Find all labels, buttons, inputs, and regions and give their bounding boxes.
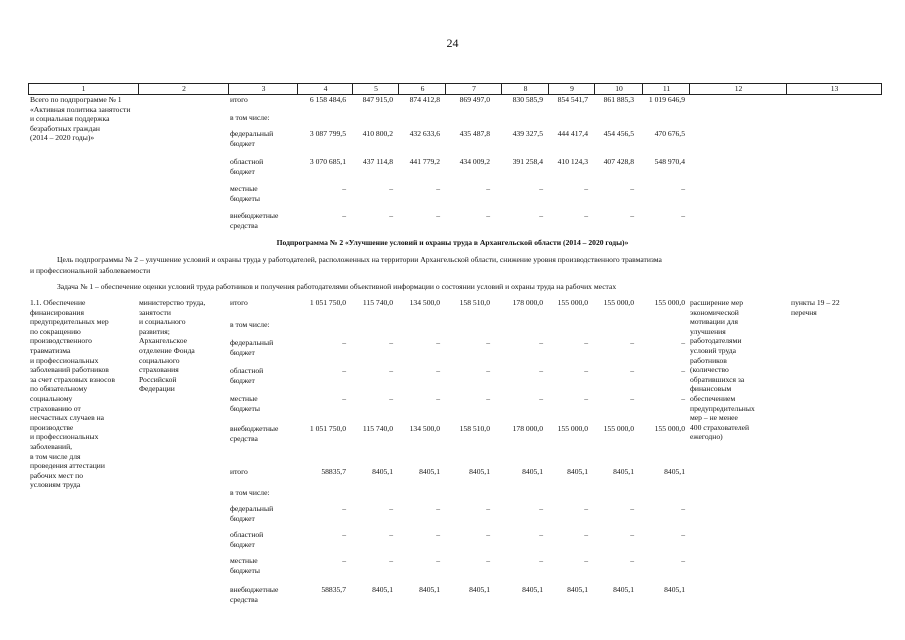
value-cell: – (342, 530, 346, 539)
expected-result: работодателями (690, 336, 742, 346)
value-cell: – (584, 394, 588, 403)
summary-name: и социальная поддержка (30, 114, 110, 124)
value-cell: 158 510,0 (459, 298, 490, 307)
value-cell: 134 500,0 (409, 298, 440, 307)
measure-name: страхованию от (30, 403, 81, 413)
measure-name: заболеваний работников (30, 365, 109, 375)
expected-result: расширение мер (690, 298, 743, 307)
expected-result: улучшения (690, 326, 726, 336)
value-cell: 410 800,2 (362, 129, 393, 138)
value-cell: 847 915,0 (362, 95, 393, 104)
value-cell: 437 114,8 (362, 157, 393, 166)
measure-name: 1.1. Обеспечение (30, 298, 86, 307)
executor: страхования (139, 365, 179, 375)
value-cell: 444 417,4 (557, 129, 588, 138)
value-cell: – (389, 366, 393, 375)
executor: социального (139, 355, 180, 365)
value-cell: 8405,1 (664, 467, 685, 476)
value-cell: – (486, 530, 490, 539)
measure-name: по обязательному (30, 384, 88, 394)
table-header-row (28, 83, 882, 95)
row-label: местные (230, 394, 258, 403)
value-cell: 3 087 799,5 (309, 129, 346, 138)
value-cell: 432 633,6 (409, 129, 440, 138)
header-cell: 1 (81, 84, 86, 93)
value-cell: – (681, 556, 685, 565)
row-label: бюджет (230, 375, 255, 385)
value-cell: 439 327,5 (512, 129, 543, 138)
value-cell: 155 000,0 (654, 298, 685, 307)
row-label: бюджет (230, 138, 255, 148)
executor: министерство труда, (139, 298, 206, 307)
value-cell: 854 541,7 (557, 95, 588, 104)
header-cell: 5 (352, 84, 399, 94)
measure-name: за счет страховых взносов (30, 374, 115, 384)
row-label: областной (230, 530, 264, 539)
row-label: внебюджетные (230, 424, 279, 433)
value-cell: 8405,1 (419, 467, 440, 476)
goal-text: и профессиональной заболеваемости (30, 266, 151, 275)
value-cell: 155 000,0 (603, 424, 634, 433)
goal-text: Цель подпрограммы № 2 – улучшение условий и охраны труда у работодателей, расположенных на территории Архангельской области, снижение уровня производственного травматизма (57, 255, 662, 264)
value-cell: – (486, 211, 490, 220)
executor: отделение Фонда (139, 346, 195, 355)
executor: Российской (139, 374, 177, 384)
value-cell: 8405,1 (664, 585, 685, 594)
measure-name: рабочих мест по (30, 470, 84, 480)
value-cell: 410 124,3 (557, 157, 588, 166)
value-cell: 874 412,8 (409, 95, 440, 104)
expected-result: мотивации для (690, 317, 738, 327)
row-label: бюджеты (230, 565, 260, 575)
value-cell: – (630, 184, 634, 193)
row-label: федеральный (230, 338, 274, 347)
value-cell: 1 019 646,9 (648, 95, 685, 104)
row-label: итого (230, 298, 248, 307)
value-cell: – (342, 504, 346, 513)
value-cell: – (584, 556, 588, 565)
row-label: средства (230, 433, 258, 443)
executor: развития; (139, 326, 170, 336)
measure-name: заболеваний, (30, 442, 73, 451)
value-cell: 8405,1 (419, 585, 440, 594)
value-cell: – (584, 366, 588, 375)
measure-name: финансирования (30, 307, 84, 317)
value-cell: – (681, 338, 685, 347)
value-cell: 391 258,4 (512, 157, 543, 166)
value-cell: – (389, 394, 393, 403)
value-cell: 8405,1 (522, 467, 543, 476)
value-cell: – (630, 394, 634, 403)
value-cell: – (389, 504, 393, 513)
row-label: в том числе: (230, 488, 270, 497)
header-cell: 2 (138, 84, 229, 94)
value-cell: – (681, 366, 685, 375)
value-cell: 58835,7 (321, 467, 346, 476)
value-cell: – (389, 211, 393, 220)
value-cell: – (436, 556, 440, 565)
value-cell: – (342, 556, 346, 565)
value-cell: – (486, 394, 490, 403)
row-label: областной (230, 157, 264, 166)
expected-result: мер – не менее (690, 413, 738, 423)
value-cell: – (681, 211, 685, 220)
plan-points: перечня (791, 307, 817, 317)
summary-name: (2014 – 2020 годы)» (30, 133, 95, 143)
summary-name: безработных граждан (30, 123, 100, 133)
row-label: бюджет (230, 166, 255, 176)
value-cell: – (436, 184, 440, 193)
measure-name: и профессиональных (30, 355, 99, 365)
value-cell: 441 779,2 (409, 157, 440, 166)
value-cell: – (436, 366, 440, 375)
value-cell: – (389, 184, 393, 193)
value-cell: – (389, 556, 393, 565)
executor: занятости (139, 307, 171, 317)
row-label: федеральный (230, 504, 274, 513)
value-cell: – (389, 530, 393, 539)
row-label: итого (230, 95, 248, 104)
row-label: бюджет (230, 513, 255, 523)
value-cell: 861 885,3 (603, 95, 634, 104)
value-cell: – (584, 184, 588, 193)
value-cell: 3 070 685,1 (309, 157, 346, 166)
header-cell: 3 (228, 84, 298, 94)
value-cell: 407 428,8 (603, 157, 634, 166)
value-cell: 115 740,0 (362, 424, 393, 433)
expected-result: (количество (690, 365, 729, 375)
value-cell: – (681, 184, 685, 193)
header-cell: 12 (689, 84, 787, 94)
value-cell: – (539, 211, 543, 220)
value-cell: 178 000,0 (512, 424, 543, 433)
executor: Архангельское (139, 336, 187, 346)
expected-result: ежегодно) (690, 432, 723, 442)
header-cell: 11 (642, 84, 690, 94)
measure-name: в том числе для (30, 451, 81, 461)
expected-result: 400 страхователей (690, 422, 750, 432)
value-cell: – (630, 338, 634, 347)
value-cell: – (681, 394, 685, 403)
measure-name: социальному (30, 394, 73, 403)
row-label: местные (230, 184, 258, 193)
value-cell: 155 000,0 (654, 424, 685, 433)
value-cell: 8405,1 (372, 467, 393, 476)
value-cell: – (630, 530, 634, 539)
value-cell: 8405,1 (613, 585, 634, 594)
value-cell: 8405,1 (469, 585, 490, 594)
value-cell: – (436, 338, 440, 347)
measure-name: условиям труда (30, 480, 81, 490)
header-cell: 8 (501, 84, 549, 94)
value-cell: – (342, 338, 346, 347)
expected-result: работников (690, 355, 727, 365)
value-cell: – (342, 211, 346, 220)
row-label: областной (230, 366, 264, 375)
value-cell: – (539, 556, 543, 565)
value-cell: 6 158 484,6 (309, 95, 346, 104)
value-cell: 1 051 750,0 (309, 298, 346, 307)
value-cell: 155 000,0 (557, 424, 588, 433)
expected-result: предупредительных (690, 403, 755, 413)
value-cell: – (630, 556, 634, 565)
row-label: средства (230, 220, 258, 230)
value-cell: 869 497,0 (459, 95, 490, 104)
expected-result: обратившихся за (690, 374, 745, 384)
header-cell: 10 (594, 84, 643, 94)
value-cell: 434 009,2 (459, 157, 490, 166)
row-label: внебюджетные (230, 211, 279, 220)
value-cell: – (342, 184, 346, 193)
page-number: 24 (446, 36, 459, 50)
header-cell: 7 (445, 84, 502, 94)
value-cell: 830 585,9 (512, 95, 543, 104)
value-cell: – (539, 366, 543, 375)
measure-name: предупредительных мер (30, 317, 109, 327)
value-cell: – (486, 504, 490, 513)
value-cell: 435 487,8 (459, 129, 490, 138)
value-cell: – (630, 211, 634, 220)
measure-name: производственного (30, 336, 92, 346)
value-cell: – (486, 338, 490, 347)
row-label: в том числе: (230, 113, 270, 122)
value-cell: 155 000,0 (603, 298, 634, 307)
value-cell: – (342, 366, 346, 375)
value-cell: 58835,7 (321, 585, 346, 594)
value-cell: – (436, 394, 440, 403)
row-label: бюджет (230, 539, 255, 549)
value-cell: 470 676,5 (654, 129, 685, 138)
summary-name: «Активная политика занятости (30, 104, 131, 114)
measure-name: травматизма (30, 346, 71, 355)
value-cell: – (630, 504, 634, 513)
value-cell: 1 051 750,0 (309, 424, 346, 433)
value-cell: 8405,1 (567, 467, 588, 476)
row-label: бюджеты (230, 193, 260, 203)
value-cell: 8405,1 (372, 585, 393, 594)
row-label: местные (230, 556, 258, 565)
expected-result: условий труда (690, 346, 737, 355)
value-cell: 8405,1 (469, 467, 490, 476)
value-cell: – (436, 530, 440, 539)
value-cell: 8405,1 (567, 585, 588, 594)
row-label: средства (230, 594, 258, 604)
expected-result: финансовым (690, 384, 732, 394)
summary-name: Всего по подпрограмме № 1 (30, 95, 122, 104)
value-cell: – (539, 530, 543, 539)
plan-points: пункты 19 – 22 (791, 298, 840, 307)
value-cell: 178 000,0 (512, 298, 543, 307)
value-cell: 115 740,0 (362, 298, 393, 307)
header-cell: 9 (548, 84, 595, 94)
row-label: итого (230, 467, 248, 476)
value-cell: – (630, 366, 634, 375)
value-cell: – (486, 556, 490, 565)
measure-name: несчастных случаев на (30, 413, 105, 423)
measure-name: и профессиональных (30, 432, 99, 442)
value-cell: 8405,1 (613, 467, 634, 476)
value-cell: – (486, 366, 490, 375)
measure-name: производстве (30, 422, 74, 432)
value-cell: – (584, 504, 588, 513)
measure-name: проведения аттестации (30, 461, 105, 471)
executor: Федерации (139, 384, 175, 394)
value-cell: 548 970,4 (654, 157, 685, 166)
value-cell: 454 456,5 (603, 129, 634, 138)
value-cell: – (342, 394, 346, 403)
header-cell: 13 (786, 84, 882, 94)
row-label: федеральный (230, 129, 274, 138)
value-cell: – (584, 338, 588, 347)
value-cell: – (584, 211, 588, 220)
header-cell: 6 (398, 84, 446, 94)
value-cell: – (436, 211, 440, 220)
value-cell: 155 000,0 (557, 298, 588, 307)
value-cell: – (486, 184, 490, 193)
value-cell: 134 500,0 (409, 424, 440, 433)
row-label: бюджеты (230, 403, 260, 413)
value-cell: – (436, 504, 440, 513)
subprogram-title: Подпрограмма № 2 «Улучшение условий и охраны труда в Архангельской области (2014 – 2020 годы)» (276, 238, 629, 247)
value-cell: 158 510,0 (459, 424, 490, 433)
expected-result: обеспечением (690, 394, 736, 403)
row-label: бюджет (230, 347, 255, 357)
value-cell: – (539, 184, 543, 193)
value-cell: – (681, 504, 685, 513)
value-cell: – (681, 530, 685, 539)
executor: и социального (139, 317, 186, 327)
measure-name: по сокращению (30, 326, 81, 336)
value-cell: 8405,1 (522, 585, 543, 594)
row-label: в том числе: (230, 320, 270, 329)
value-cell: – (539, 338, 543, 347)
header-cell: 4 (297, 84, 353, 94)
value-cell: – (584, 530, 588, 539)
value-cell: – (389, 338, 393, 347)
row-label: внебюджетные (230, 585, 279, 594)
task-text: Задача № 1 – обеспечение оценки условий труда работников и получения работодателями объективной информации о состоянии условий и охраны труда на рабочих местах (57, 282, 617, 291)
expected-result: экономической (690, 307, 739, 317)
value-cell: – (539, 504, 543, 513)
value-cell: – (539, 394, 543, 403)
